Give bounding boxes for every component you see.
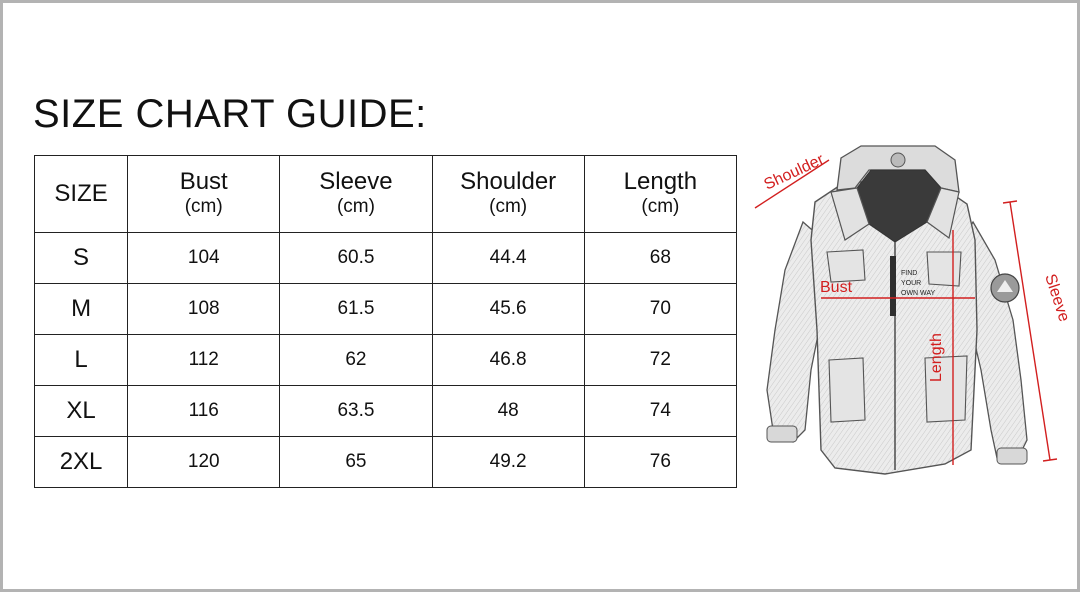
size-chart-table	[34, 155, 737, 488]
left-cuff	[767, 426, 797, 442]
chest-pocket-right	[927, 252, 961, 286]
sleeve-cell: 61.5	[280, 284, 432, 335]
header-sleeve	[280, 156, 432, 233]
size-cell: 2XL	[35, 437, 128, 488]
table-header-row	[35, 156, 737, 233]
length-label: Length	[928, 333, 945, 382]
size-cell: L	[35, 335, 128, 386]
header-sleeve-label: Sleeve	[319, 168, 393, 195]
chest-zip	[890, 256, 896, 316]
jacket-illustration	[745, 130, 1075, 500]
sleeve-cell: 65	[280, 437, 432, 488]
shoulder-cell: 49.2	[432, 437, 584, 488]
chest-print-line3: OWN WAY	[901, 290, 936, 297]
header-bust	[128, 156, 280, 233]
length-cell: 70	[584, 284, 736, 335]
bust-cell: 120	[128, 437, 280, 488]
length-cell: 76	[584, 437, 736, 488]
bust-cell: 108	[128, 284, 280, 335]
bust-cell: 116	[128, 386, 280, 437]
length-cell: 72	[584, 335, 736, 386]
shoulder-cell: 45.6	[432, 284, 584, 335]
header-bust-label: Bust	[179, 168, 228, 195]
lower-pocket-left	[829, 358, 865, 422]
size-cell: M	[35, 284, 128, 335]
table-row	[35, 233, 737, 284]
length-cell: 68	[584, 233, 736, 284]
table-row	[35, 437, 737, 488]
header-size: SIZE	[35, 156, 128, 233]
header-length-label: Length	[623, 168, 698, 195]
header-shoulder	[432, 156, 584, 233]
size-cell: S	[35, 233, 128, 284]
sleeve-measure-cap-bottom	[1043, 459, 1057, 461]
table-row	[35, 284, 737, 335]
sleeve-label: Sleeve	[1041, 271, 1073, 324]
shoulder-cell: 48	[432, 386, 584, 437]
shoulder-cell: 46.8	[432, 335, 584, 386]
right-cuff	[997, 448, 1027, 464]
chest-print-line1: FIND	[901, 270, 918, 277]
header-shoulder-label: Shoulder	[460, 168, 557, 195]
bust-cell: 112	[128, 335, 280, 386]
jacket-diagram	[745, 130, 1075, 500]
page-title: SIZE CHART GUIDE:	[33, 92, 427, 136]
table-row	[35, 335, 737, 386]
bust-cell: 104	[128, 233, 280, 284]
sleeve-cell: 60.5	[280, 233, 432, 284]
header-sleeve-unit: (cm)	[336, 196, 375, 217]
sleeve-cell: 63.5	[280, 386, 432, 437]
size-cell: XL	[35, 386, 128, 437]
bust-label: Bust	[820, 279, 853, 296]
hood-logo	[891, 153, 905, 167]
chest-pocket-left	[827, 250, 865, 282]
chest-print-line2: YOUR	[901, 280, 922, 287]
table-row	[35, 386, 737, 437]
header-shoulder-unit: (cm)	[489, 196, 528, 217]
header-length-unit: (cm)	[641, 196, 680, 217]
header-bust-unit: (cm)	[184, 196, 223, 217]
header-length	[584, 156, 736, 233]
sleeve-measure-cap-top	[1003, 201, 1017, 203]
shoulder-cell: 44.4	[432, 233, 584, 284]
length-cell: 74	[584, 386, 736, 437]
sleeve-cell: 62	[280, 335, 432, 386]
shoulder-label: Shoulder	[761, 151, 827, 194]
